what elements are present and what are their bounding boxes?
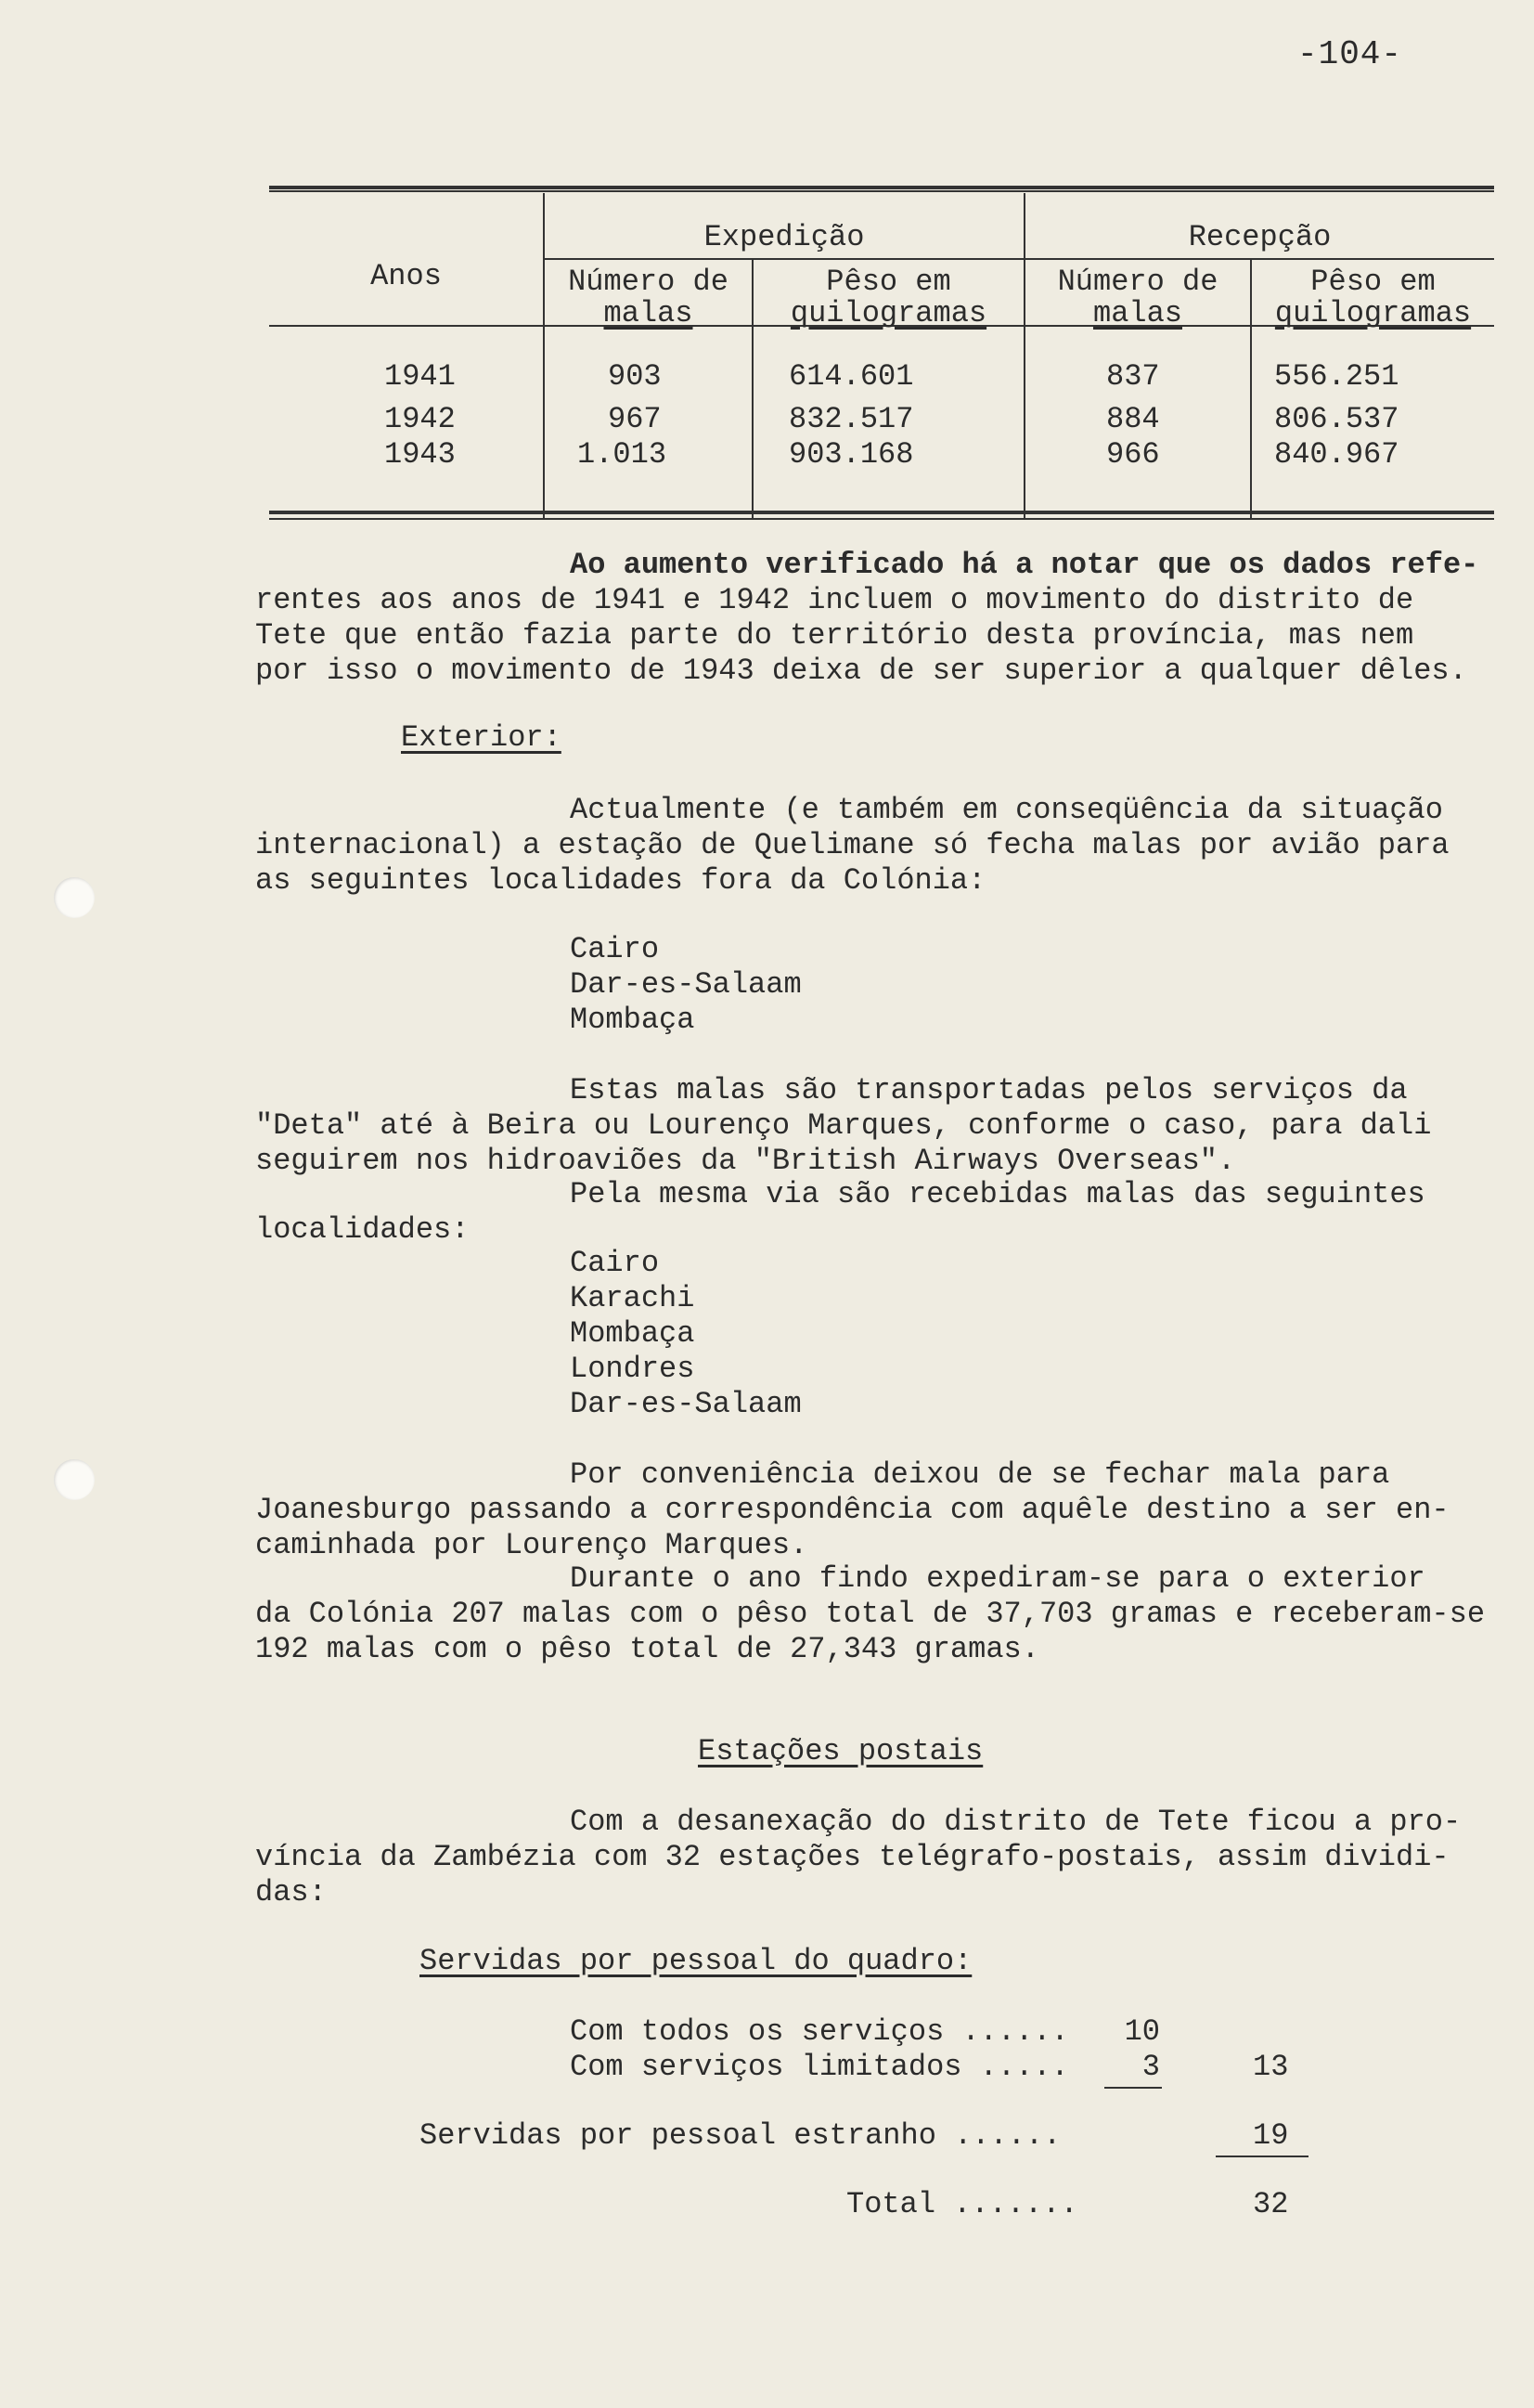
table-cell-rec-peso: 806.537 — [1274, 402, 1399, 436]
header-rec-num-2: malas — [1092, 296, 1182, 330]
paragraph-line: Durante o ano findo expediram-se para o exterior — [570, 1561, 1425, 1596]
table-cell-exp-peso: 832.517 — [789, 402, 914, 436]
paragraph-line: localidades: — [255, 1212, 470, 1247]
section-heading-estacoes: Estações postais — [698, 1734, 984, 1768]
summary-label: Com serviços limitados ..... — [570, 2050, 1069, 2084]
summary-value: 10 — [1124, 2014, 1160, 2049]
paragraph-line: Joanesburgo passando a correspondência com aquêle destino a ser en- — [255, 1493, 1450, 1527]
header-exp-weight: Pêso em — [826, 265, 951, 299]
table-top-rule-2 — [269, 190, 1494, 192]
table-cell-rec-peso: 556.251 — [1274, 359, 1399, 394]
table-cell-year: 1941 — [384, 359, 456, 394]
table-cell-rec-peso: 840.967 — [1274, 437, 1399, 472]
paragraph-line: Pela mesma via são recebidas malas das seguintes — [570, 1177, 1425, 1211]
table-cell-rec-malas: 837 — [1106, 359, 1160, 394]
paragraph-line: as seguintes localidades fora da Colónia: — [255, 863, 986, 898]
paragraph-line: Por conveniência deixou de se fechar mala para — [570, 1457, 1390, 1492]
header-expedition: Expedição — [703, 220, 865, 254]
paragraph-line: rentes aos anos de 1941 e 1942 incluem o movimento do distrito de — [255, 583, 1414, 617]
table-cell-year: 1943 — [384, 437, 456, 472]
table-cell-exp-malas: 1.013 — [577, 437, 667, 472]
table-top-rule — [269, 186, 1494, 189]
header-rec-weight-2: quilogramas — [1274, 296, 1472, 330]
list-item: Mombaça — [570, 1316, 695, 1351]
table-cell-exp-peso: 614.601 — [789, 359, 914, 394]
table-cell-exp-malas: 903 — [608, 359, 662, 394]
total-value: 32 — [1253, 2187, 1289, 2221]
punch-hole — [54, 877, 95, 918]
list-item: Karachi — [570, 1281, 695, 1315]
punch-hole — [54, 1459, 95, 1500]
paragraph-line: Com a desanexação do distrito de Tete ficou a pro- — [570, 1805, 1462, 1839]
paragraph-line: víncia da Zambézia com 32 estações telégrafo-postais, assim dividi- — [255, 1840, 1450, 1874]
subheading-servidas: Servidas por pessoal do quadro: — [419, 1944, 973, 1978]
subtotal-rule — [1104, 2087, 1162, 2089]
header-rec-num: Número de — [1057, 265, 1218, 299]
header-years: Anos — [370, 259, 442, 293]
summary-label: Com todos os serviços ...... — [570, 2014, 1069, 2049]
paragraph-line: da Colónia 207 malas com o pêso total de 37,703 gramas e receberam-se — [255, 1597, 1486, 1631]
table-cell-year: 1942 — [384, 402, 456, 436]
header-rec-weight: Pêso em — [1310, 265, 1436, 299]
table-bottom-rule-2 — [269, 518, 1494, 520]
paragraph-line: das: — [255, 1875, 327, 1910]
list-item: Dar-es-Salaam — [570, 967, 802, 1002]
total-label: Total ....... — [846, 2187, 1078, 2221]
header-reception: Recepção — [1188, 220, 1332, 254]
paragraph-line: Estas malas são transportadas pelos serviços da — [570, 1073, 1408, 1107]
paragraph-line: Ao aumento verificado há a notar que os dados refe- — [570, 548, 1479, 582]
summary-value: 3 — [1141, 2050, 1160, 2084]
mail-statistics-table — [269, 186, 1494, 520]
table-cell-rec-malas: 966 — [1106, 437, 1160, 472]
paragraph-line: seguirem nos hidroaviões da "British Airways Overseas". — [255, 1144, 1236, 1178]
total-rule — [1216, 2156, 1308, 2157]
list-item: Cairo — [570, 932, 660, 966]
paragraph-line: internacional) a estação de Quelimane só fecha malas por avião para — [255, 828, 1450, 862]
table-cell-rec-malas: 884 — [1106, 402, 1160, 436]
list-item: Mombaça — [570, 1003, 695, 1037]
paragraph-line: caminhada por Lourenço Marques. — [255, 1528, 808, 1562]
summary-subtotal: 13 — [1253, 2050, 1289, 2084]
table-cell-exp-peso: 903.168 — [789, 437, 914, 472]
list-item: Londres — [570, 1352, 695, 1386]
paragraph-line: Tete que então fazia parte do território desta província, mas nem — [255, 618, 1414, 653]
header-exp-num-2: malas — [603, 296, 693, 330]
page-number: -104- — [1297, 35, 1403, 73]
table-bottom-rule — [269, 511, 1494, 514]
paragraph-line: "Deta" até à Beira ou Lourenço Marques, conforme o caso, para dali — [255, 1108, 1432, 1143]
paragraph-line: Actualmente (e também em conseqüência da situação — [570, 793, 1443, 827]
header-exp-num: Número de — [568, 265, 728, 299]
paragraph-line: 192 malas com o pêso total de 27,343 gramas. — [255, 1632, 1039, 1666]
section-heading-exterior: Exterior: — [401, 720, 561, 755]
header-exp-weight-2: quilogramas — [790, 296, 987, 330]
summary-label: Servidas por pessoal estranho ...... — [419, 2118, 1062, 2153]
paragraph-line: por isso o movimento de 1943 deixa de ser superior a qualquer dêles. — [255, 654, 1467, 688]
list-item: Cairo — [570, 1246, 660, 1280]
list-item: Dar-es-Salaam — [570, 1387, 802, 1421]
table-cell-exp-malas: 967 — [608, 402, 662, 436]
summary-value: 19 — [1253, 2118, 1289, 2153]
group-rule — [545, 258, 1494, 260]
